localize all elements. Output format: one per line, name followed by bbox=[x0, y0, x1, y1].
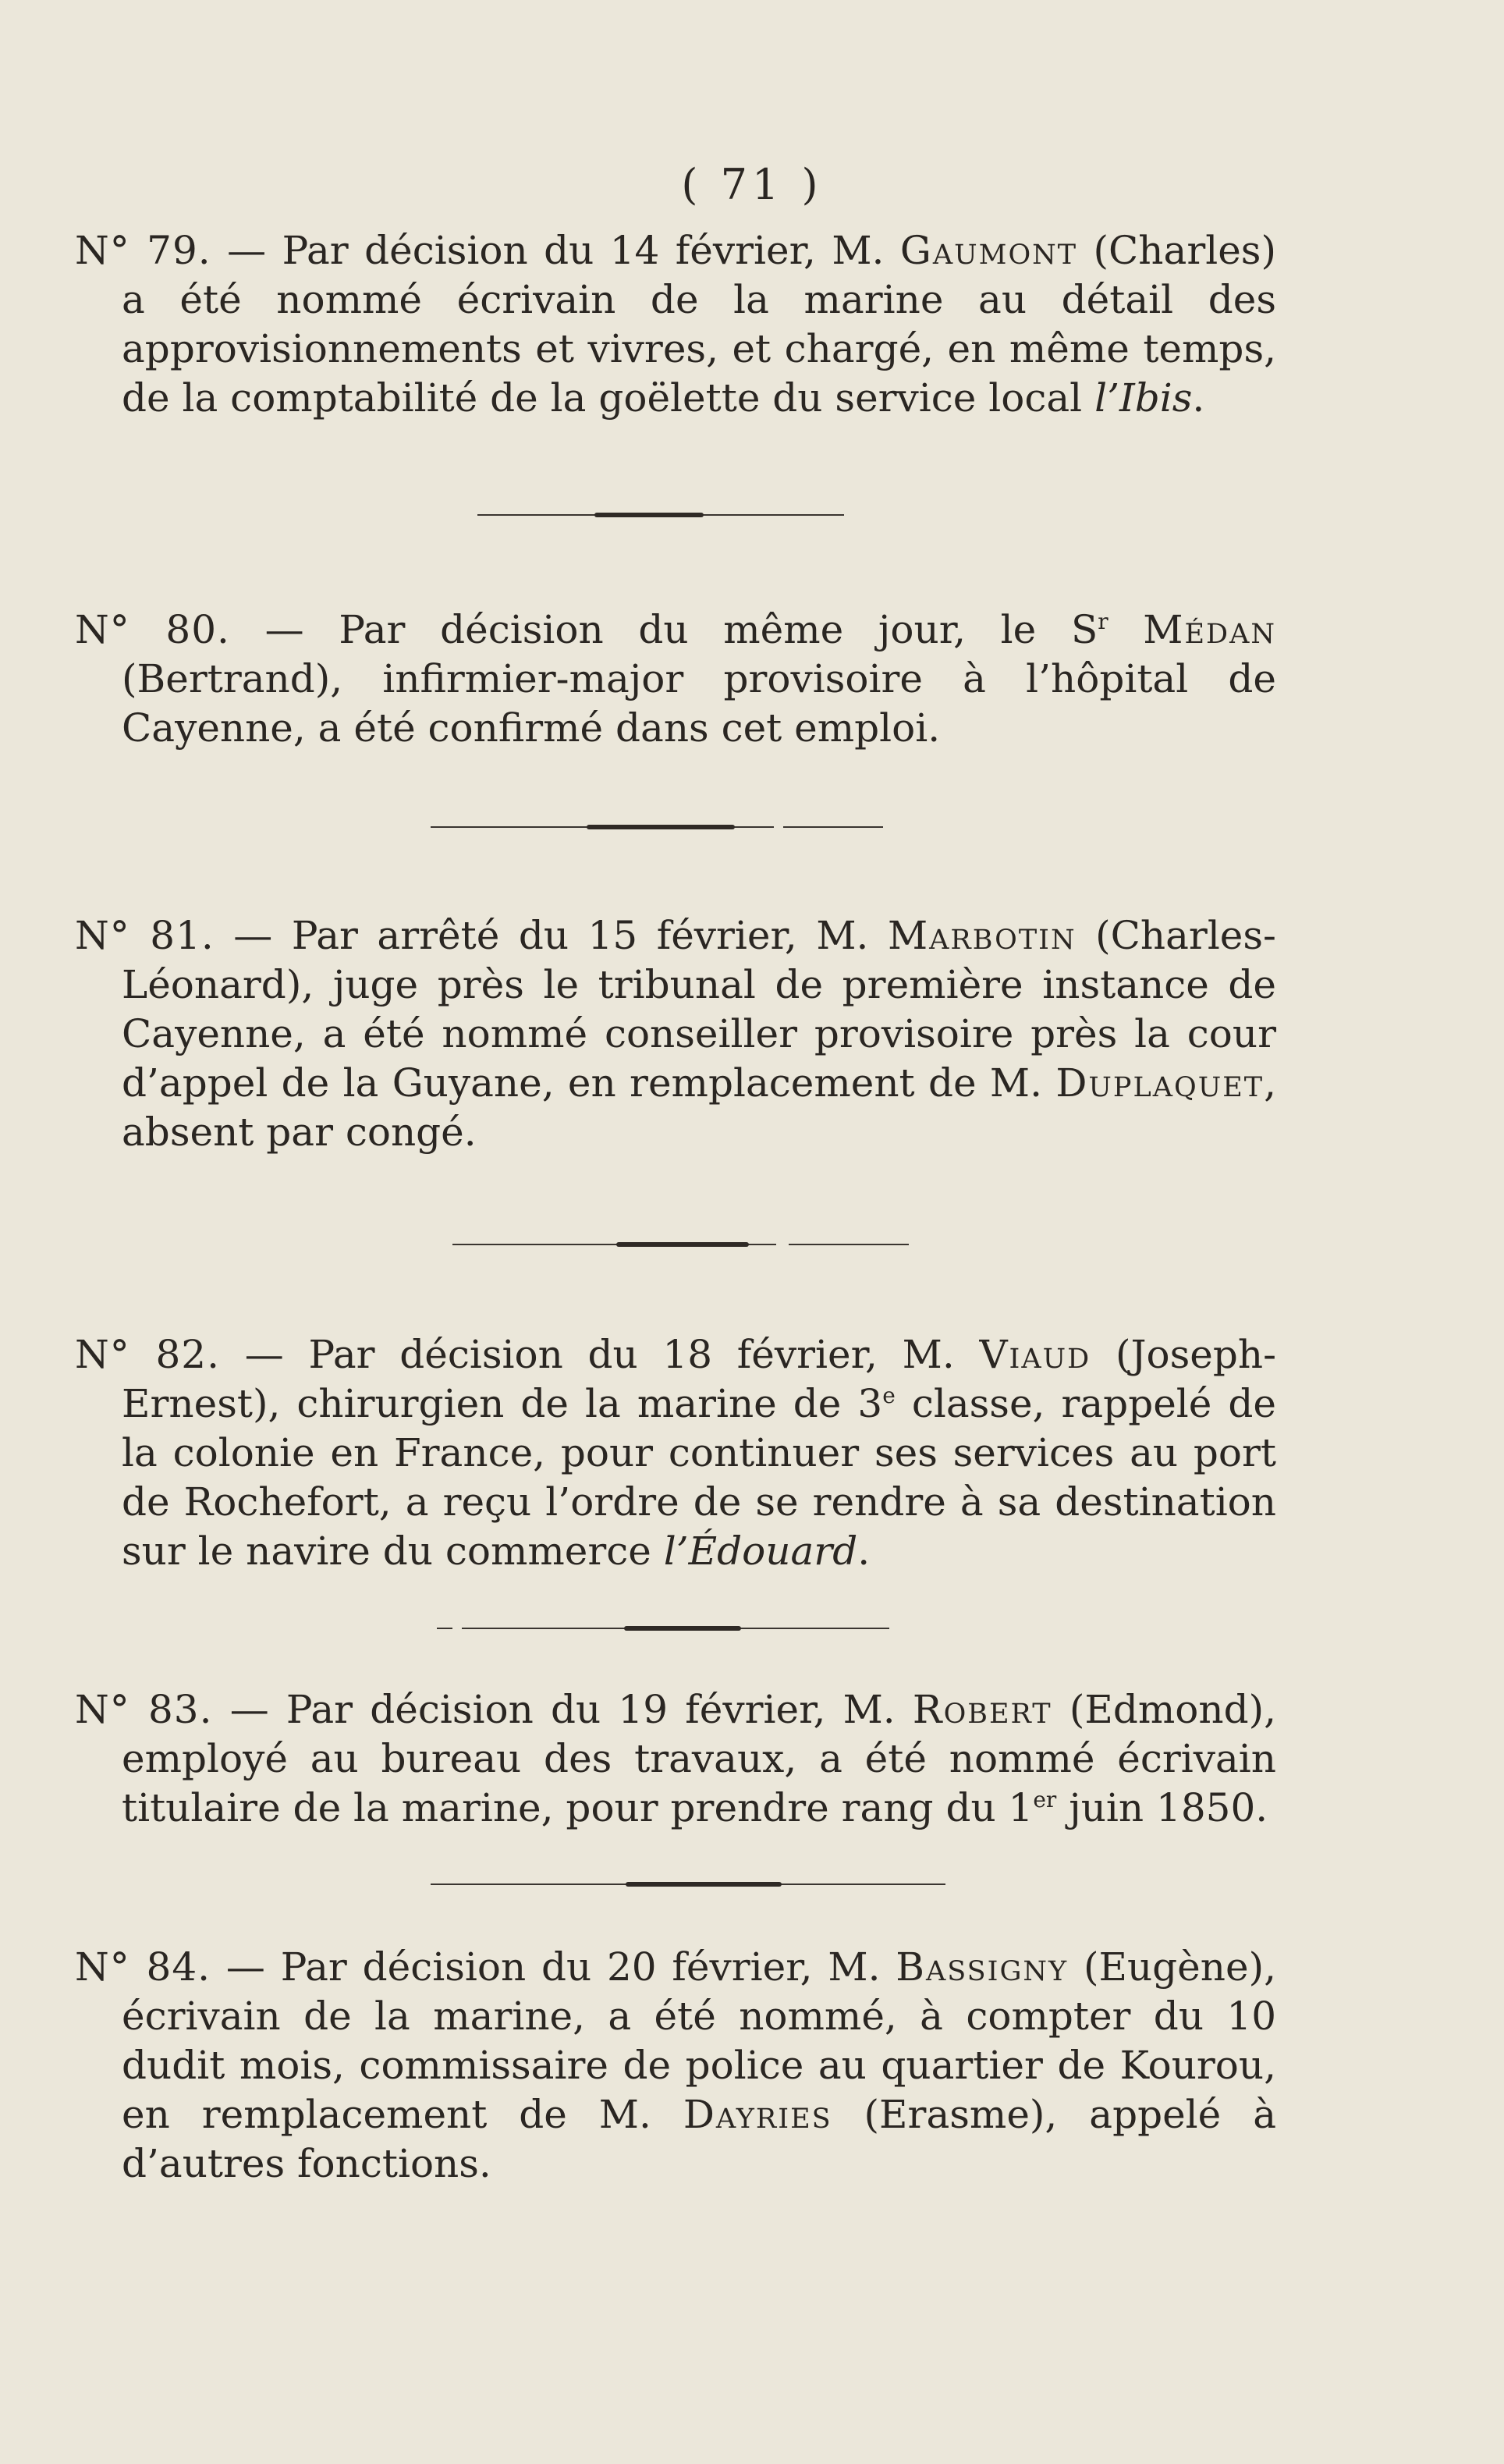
ship-name: l’Ibis bbox=[1094, 375, 1193, 421]
entry-text-post: (Joseph-Ernest), chirurgien de la marine de 3 bbox=[122, 1332, 1276, 1426]
entry-text-pre: Par décision du 14 février, M. bbox=[282, 228, 900, 273]
person-name: Bassigny bbox=[896, 1944, 1069, 1990]
page-number: ( 71 ) bbox=[681, 160, 823, 209]
entry-dash: — bbox=[244, 1332, 284, 1377]
separator-rule bbox=[452, 1241, 909, 1248]
person-name: Marbotin bbox=[887, 913, 1077, 958]
entry-text-end: . bbox=[1192, 375, 1205, 421]
entry-text-pre: Par décision du même jour, le S bbox=[339, 607, 1098, 652]
entry-dash: — bbox=[225, 1944, 265, 1990]
entry-dash: — bbox=[264, 607, 304, 652]
entry-text bbox=[75, 1943, 1276, 2189]
entry-text bbox=[75, 1330, 1276, 1576]
entry-text-space bbox=[1108, 607, 1144, 652]
superscript: er bbox=[1033, 1787, 1057, 1812]
person-name: Robert bbox=[912, 1687, 1052, 1732]
person-name-2: Duplaquet bbox=[1055, 1060, 1265, 1106]
entry-number: N° 83. bbox=[75, 1687, 213, 1732]
person-name: Médan bbox=[1143, 607, 1276, 652]
entry-text-post-2: classe, rappelé de la colonie en France, pour continuer ses services au port de Rochefort, a reçu l’ordre de se rendre à sa destination sur le navire du commerce bbox=[122, 1381, 1276, 1574]
entry-text-post: (Eugène), écrivain de la marine, a été nommé, à compter du 10 dudit mois, commissaire de police au quartier de Kourou, en remplacement de M. bbox=[122, 1944, 1276, 2137]
separator-rule bbox=[437, 1624, 889, 1632]
entry-number: N° 82. bbox=[75, 1332, 220, 1377]
person-name: Viaud bbox=[979, 1332, 1091, 1377]
entry-79 bbox=[75, 226, 1276, 423]
person-name-2: Dayries bbox=[683, 2092, 832, 2137]
entry-text-post: (Charles) a été nommé écrivain de la marine au détail des approvisionnements et vivres, et chargé, en même temps, de la comptabilité de la goëlette du service local bbox=[122, 228, 1276, 421]
entry-80 bbox=[75, 605, 1276, 753]
entry-text-end: . bbox=[857, 1528, 871, 1574]
entry-dash: — bbox=[227, 228, 267, 273]
entry-text-post: (Bertrand), infirmier-major provisoire à l’hôpital de Cayenne, a été confirmé dans cet emploi. bbox=[122, 656, 1276, 751]
entry-81 bbox=[75, 911, 1276, 1157]
entry-text-end: juin 1850. bbox=[1056, 1785, 1268, 1830]
entry-number: N° 79. bbox=[75, 228, 211, 273]
entry-text bbox=[75, 911, 1276, 1157]
entry-text-post: (Charles-Léonard), juge près le tribunal de première instance de Cayenne, a été nommé conseiller provisoire près la cour d’appel de la Guyane, en remplacement de M. bbox=[122, 913, 1276, 1106]
entry-text-post: (Edmond), employé au bureau des travaux, a été nommé écrivain titulaire de la marine, pour prendre rang du 1 bbox=[122, 1687, 1276, 1830]
separator-rule bbox=[477, 511, 844, 519]
ship-name: l’Édouard bbox=[663, 1528, 858, 1574]
separator-rule bbox=[431, 1880, 945, 1888]
entry-82 bbox=[75, 1330, 1276, 1576]
entry-text-end: (Erasme), appelé à d’autres fonctions. bbox=[122, 2092, 1277, 2186]
entry-text-end: , absent par congé. bbox=[122, 1060, 1276, 1155]
entry-text-pre: Par décision du 20 février, M. bbox=[280, 1944, 896, 1990]
entry-84 bbox=[75, 1943, 1276, 2189]
entry-dash: — bbox=[233, 913, 273, 958]
entry-text bbox=[75, 226, 1276, 423]
superscript: r bbox=[1098, 609, 1108, 634]
entry-text-pre: Par décision du 18 février, M. bbox=[308, 1332, 980, 1377]
person-name: Gaumont bbox=[899, 228, 1078, 273]
entry-number: N° 80. bbox=[75, 607, 230, 652]
entry-text-pre: Par décision du 19 février, M. bbox=[286, 1687, 913, 1732]
entry-83 bbox=[75, 1685, 1276, 1833]
entry-number: N° 84. bbox=[75, 1944, 211, 1990]
entry-number: N° 81. bbox=[75, 913, 215, 958]
superscript: e bbox=[882, 1383, 896, 1408]
entry-text-pre: Par arrêté du 15 février, M. bbox=[291, 913, 888, 958]
entry-dash: — bbox=[229, 1687, 269, 1732]
separator-rule bbox=[431, 823, 883, 831]
entry-text bbox=[75, 1685, 1276, 1833]
entry-text bbox=[75, 605, 1276, 753]
